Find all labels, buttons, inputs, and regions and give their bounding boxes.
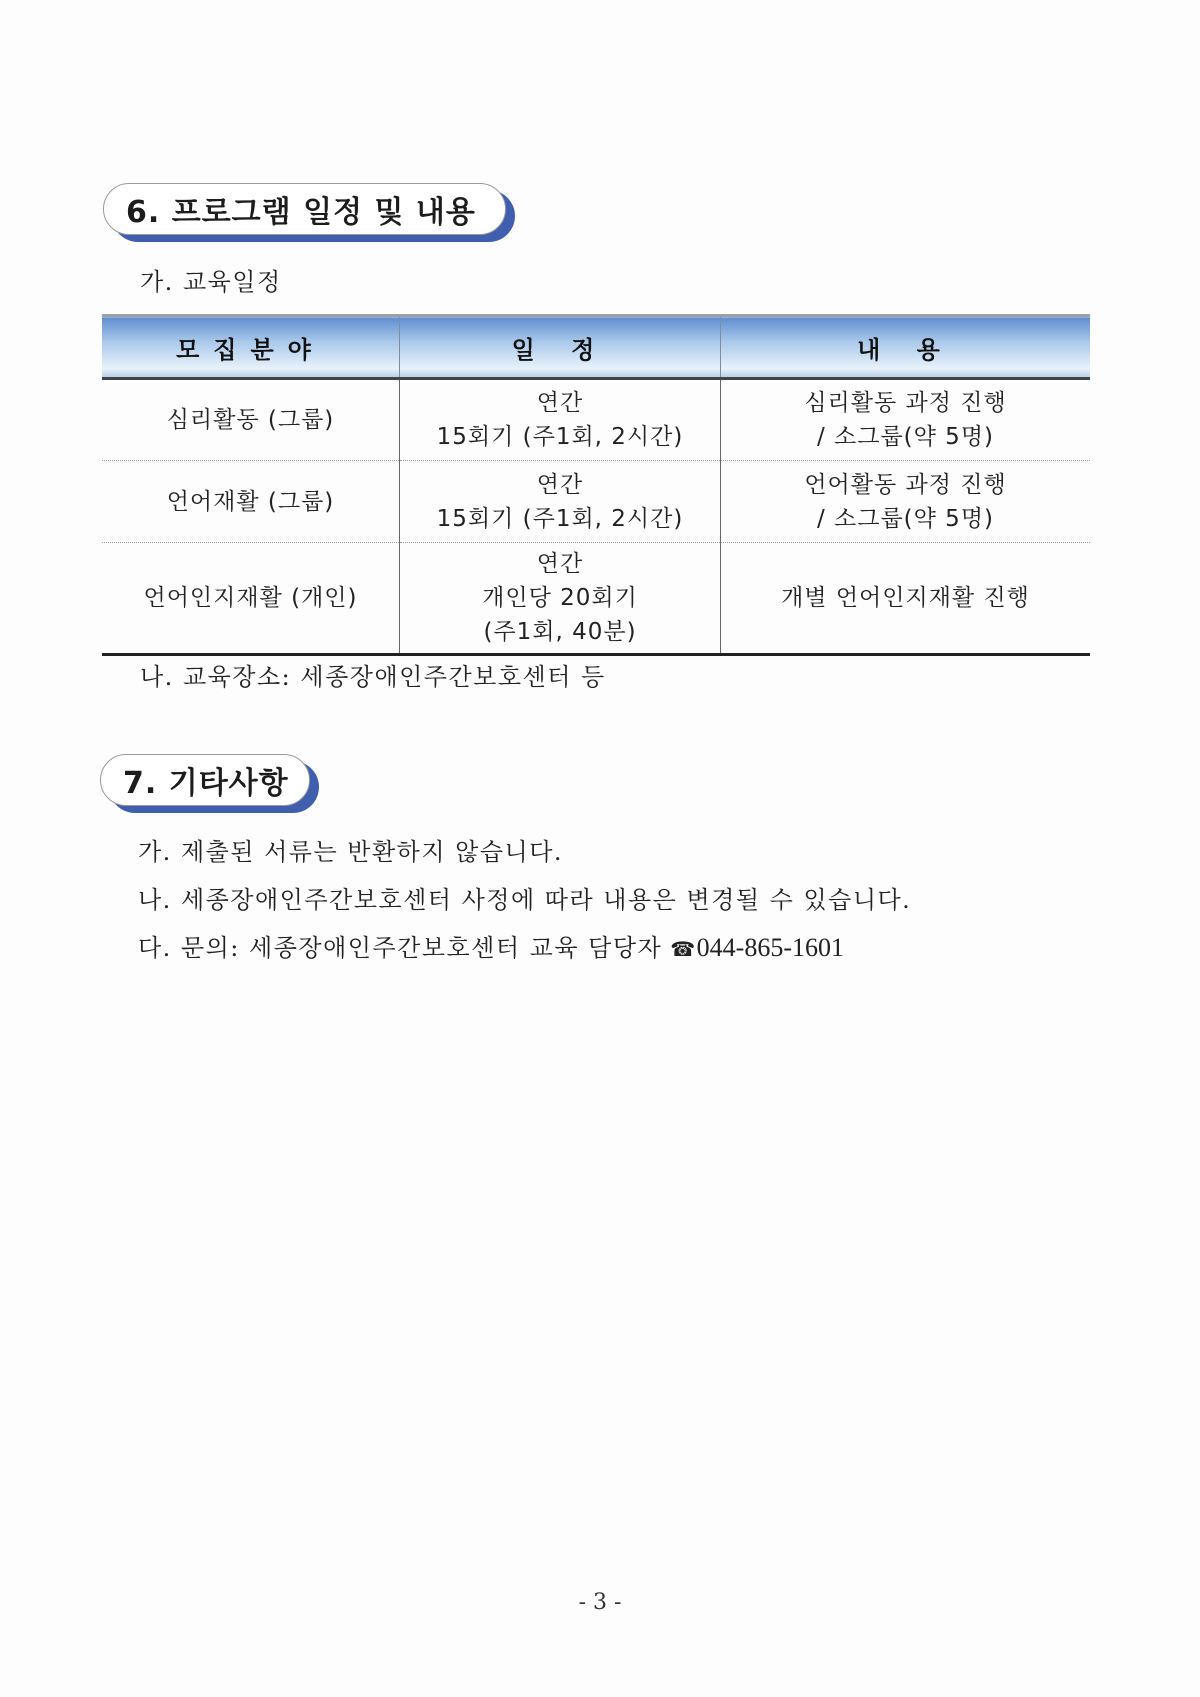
section-7-title bbox=[100, 754, 310, 806]
section-7-title-text: 7. 기타사항 bbox=[123, 766, 289, 801]
content-line: / 소그룹(약 5명) bbox=[816, 505, 995, 532]
table-header-row bbox=[102, 316, 1090, 379]
page-number: - 3 - bbox=[578, 1590, 622, 1615]
content-cell bbox=[721, 379, 1091, 461]
content-cell bbox=[721, 461, 1091, 543]
table-row bbox=[102, 543, 1090, 655]
schedule-line: 연간 bbox=[536, 471, 584, 498]
field-cell: 심리활동 (그룹) bbox=[102, 379, 400, 461]
place-subheading: 나. 교육장소: 세종장애인주간보호센터 등 bbox=[140, 663, 606, 691]
content-line: / 소그룹(약 5명) bbox=[816, 424, 995, 450]
schedule-line: 15회기 (주1회, 2시간) bbox=[436, 505, 684, 532]
field-cell: 언어재활 (그룹) bbox=[102, 461, 400, 543]
schedule-line: (주1회, 40분) bbox=[483, 619, 637, 645]
contact-text: 다. 문의: 세종장애인주간보호센터 교육 담당자 bbox=[138, 934, 663, 962]
phone-number: 044-865-1601 bbox=[696, 933, 844, 962]
section-6-title bbox=[103, 183, 506, 235]
schedule-line: 개인당 20회기 bbox=[482, 585, 638, 611]
content-cell bbox=[721, 543, 1091, 655]
note-item-contact bbox=[138, 928, 844, 963]
section-6-title-text: 6. 프로그램 일정 및 내용 bbox=[126, 195, 476, 230]
schedule-subheading: 가. 교육일정 bbox=[140, 268, 282, 296]
schedule-line: 15회기 (주1회, 2시간) bbox=[436, 424, 684, 450]
schedule-line: 연간 bbox=[536, 551, 584, 577]
content-line: 개별 언어인지재활 진행 bbox=[781, 585, 1030, 611]
schedule-table bbox=[102, 314, 1090, 656]
schedule-cell bbox=[400, 461, 721, 543]
header-field: 모집분야 bbox=[102, 316, 400, 379]
phone-icon: ☎ bbox=[670, 937, 697, 961]
note-item: 가. 제출된 서류는 반환하지 않습니다. bbox=[138, 838, 564, 866]
note-item: 나. 세종장애인주간보호센터 사정에 따라 내용은 변경될 수 있습니다. bbox=[138, 886, 912, 914]
schedule-cell bbox=[400, 379, 721, 461]
field-cell: 언어인지재활 (개인) bbox=[102, 543, 400, 655]
table-row bbox=[102, 461, 1090, 543]
content-line: 심리활동 과정 진행 bbox=[804, 390, 1007, 416]
table-row bbox=[102, 379, 1090, 461]
header-schedule: 일 정 bbox=[400, 316, 721, 379]
header-content: 내 용 bbox=[721, 316, 1091, 379]
schedule-cell bbox=[400, 543, 721, 655]
content-line: 언어활동 과정 진행 bbox=[804, 471, 1007, 498]
schedule-line: 연간 bbox=[536, 390, 584, 416]
